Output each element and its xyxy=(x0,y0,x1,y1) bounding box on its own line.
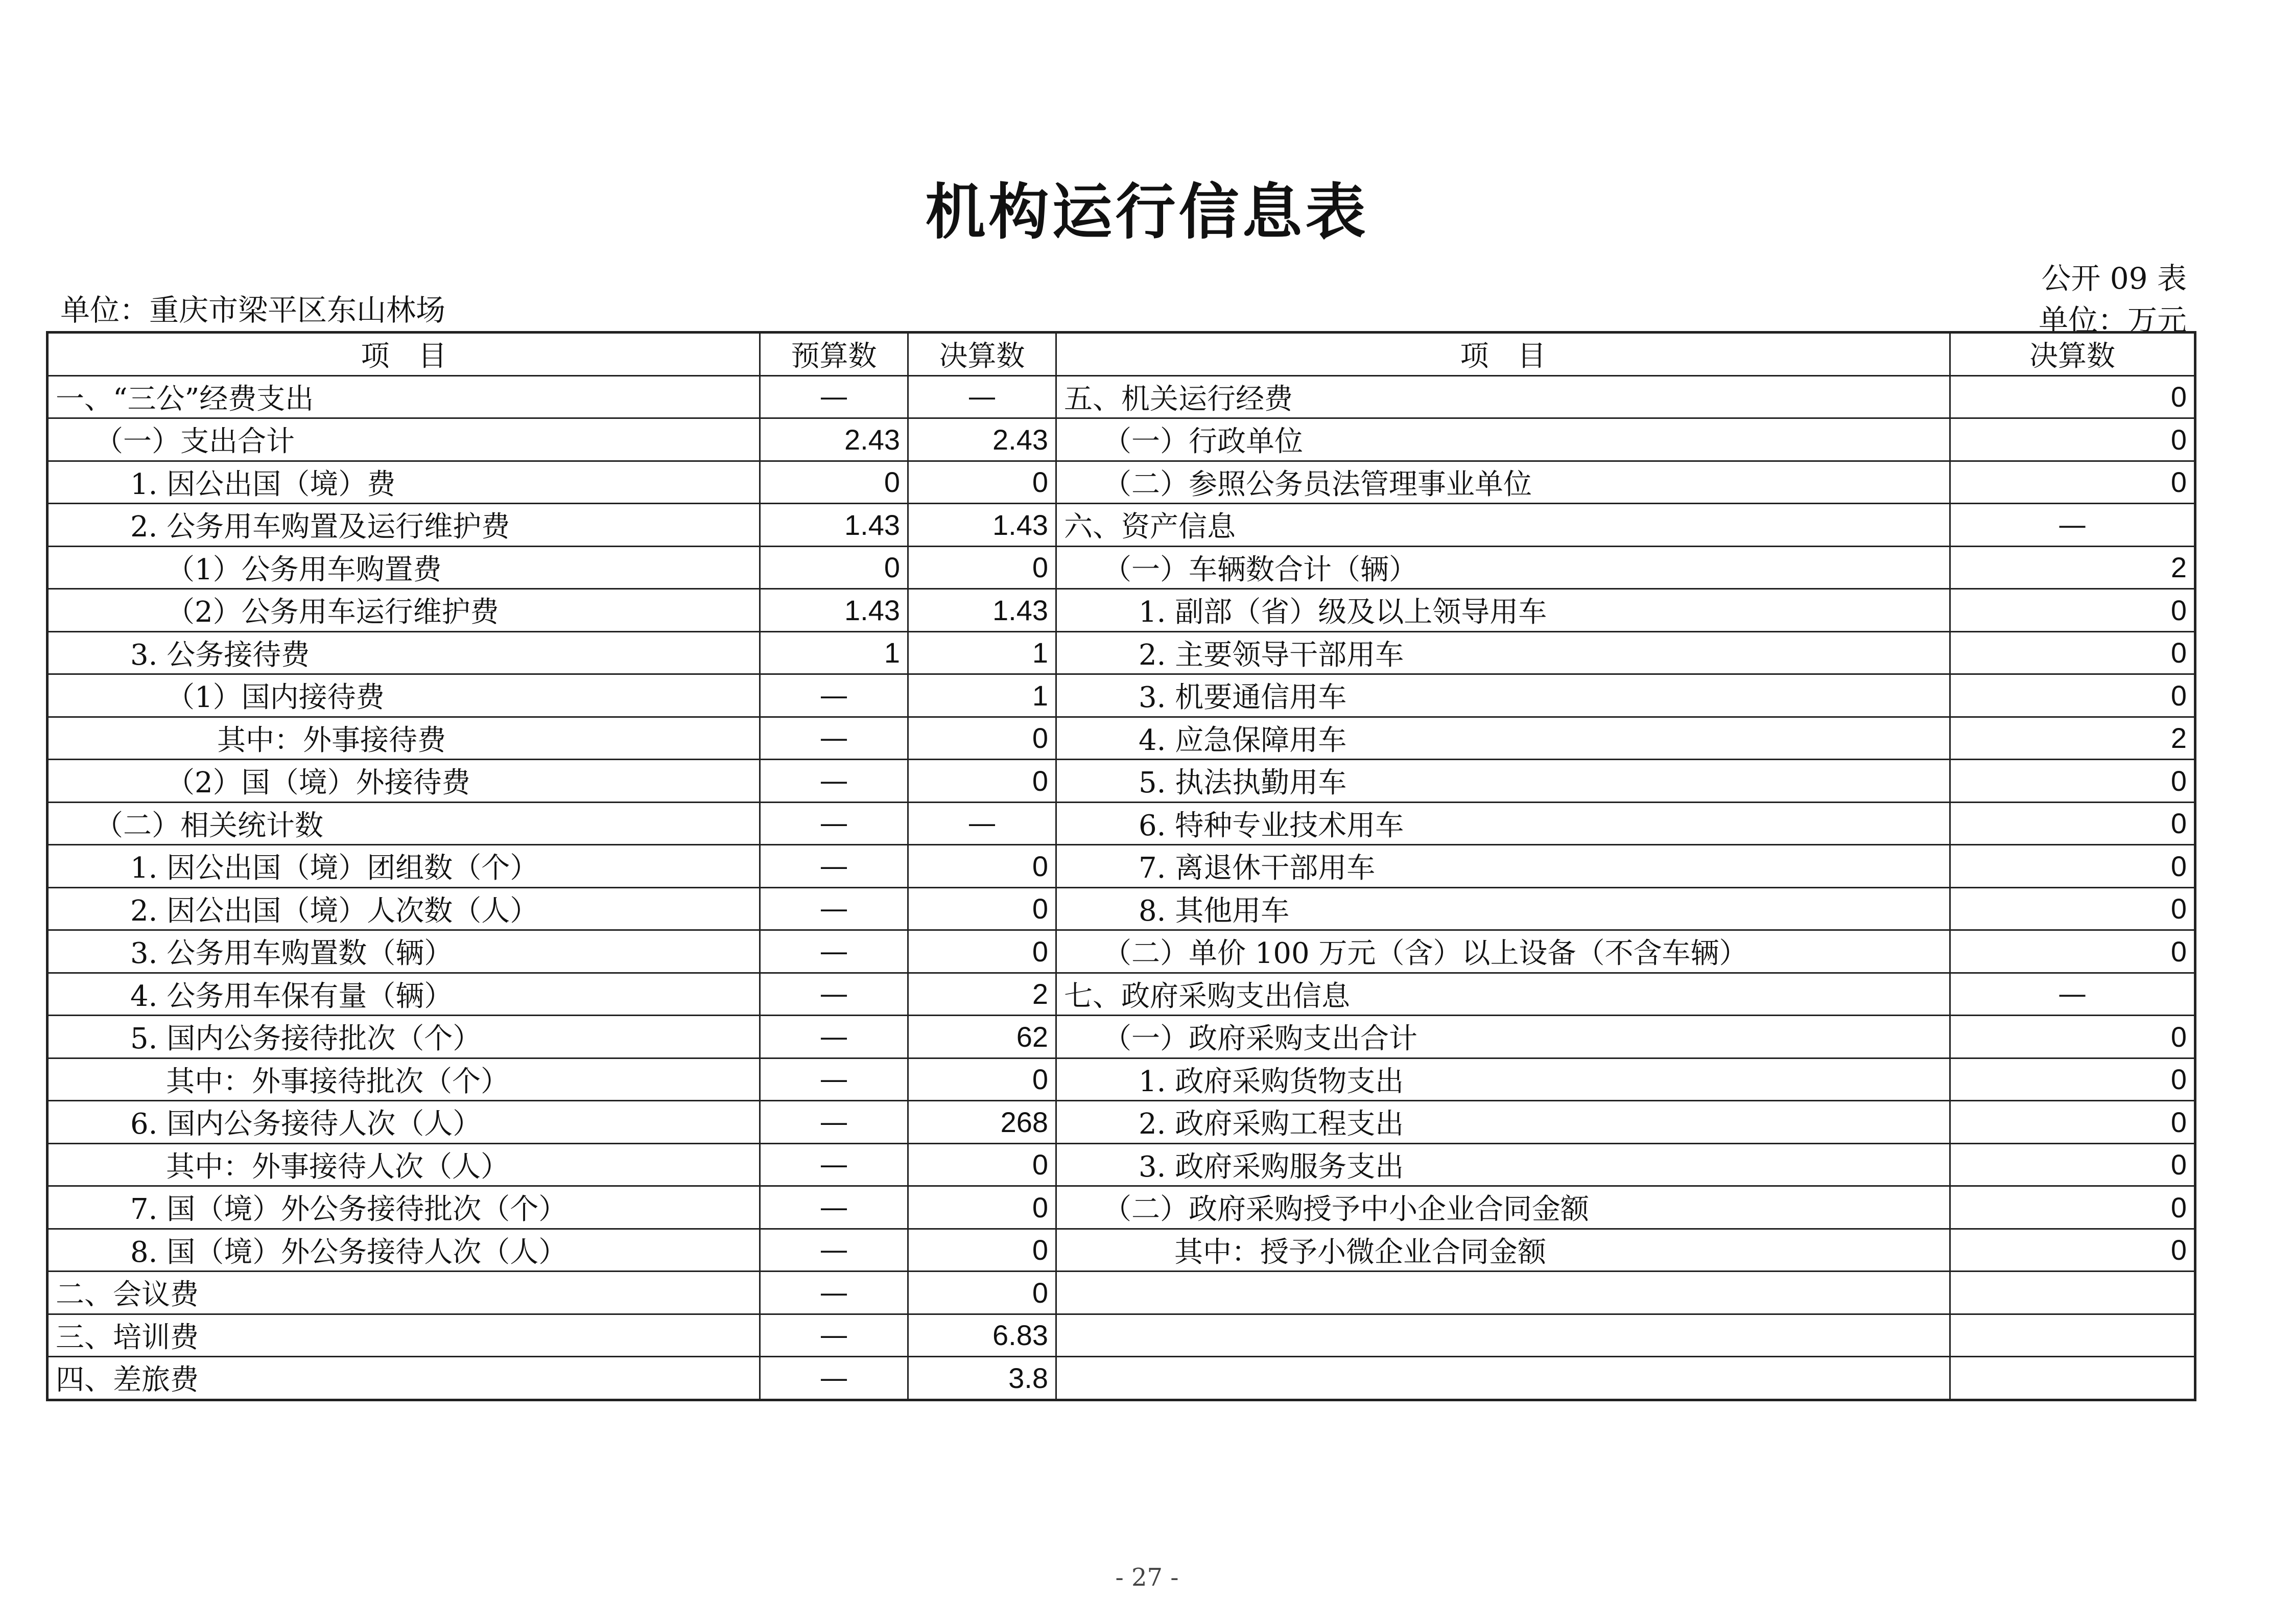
final-value-left: 0 xyxy=(908,1143,1056,1186)
final-value-left: 0 xyxy=(908,887,1056,930)
budget-value: — xyxy=(760,887,908,930)
final-value-right: 0 xyxy=(1950,631,2195,674)
final-value-right: 0 xyxy=(1950,760,2195,803)
final-value-left: — xyxy=(908,802,1056,845)
budget-value: — xyxy=(760,1058,908,1101)
reporting-unit: 单位：重庆市梁平区东山林场 xyxy=(60,293,446,327)
budget-value: — xyxy=(760,375,908,418)
left-item-label: 四、差旅费 xyxy=(48,1357,760,1400)
final-value-right: 0 xyxy=(1950,1229,2195,1272)
table-row xyxy=(48,1229,2195,1272)
right-item-label: 其中：授予小微企业合同金额 xyxy=(1056,1229,1950,1272)
budget-value: — xyxy=(760,802,908,845)
final-value-left: 1 xyxy=(908,631,1056,674)
header-budget: 预算数 xyxy=(760,333,908,376)
table-row xyxy=(48,845,2195,888)
final-value-right: 0 xyxy=(1950,674,2195,717)
final-value-left: 0 xyxy=(908,461,1056,504)
budget-value: — xyxy=(760,760,908,803)
left-item-label: （2）国（境）外接待费 xyxy=(48,760,760,803)
right-item-label: 4. 应急保障用车 xyxy=(1056,717,1950,760)
page-number: - 27 - xyxy=(1115,1563,1179,1592)
final-value-left: 1.43 xyxy=(908,504,1056,547)
left-item-label: 5. 国内公务接待批次（个） xyxy=(48,1016,760,1058)
final-value-right: 0 xyxy=(1950,1058,2195,1101)
right-item-label: （一）行政单位 xyxy=(1056,418,1950,461)
right-item-label: 1. 副部（省）级及以上领导用车 xyxy=(1056,589,1950,632)
final-value-left: 0 xyxy=(908,717,1056,760)
final-value-right: 0 xyxy=(1950,1186,2195,1229)
left-item-label: 一、“三公”经费支出 xyxy=(48,375,760,418)
right-item-label xyxy=(1056,1314,1950,1357)
right-item-label: （二）政府采购授予中小企业合同金额 xyxy=(1056,1186,1950,1229)
final-value-left: 3.8 xyxy=(908,1357,1056,1400)
table-row xyxy=(48,1058,2195,1101)
final-value-right: 0 xyxy=(1950,1016,2195,1058)
right-item-label: 7. 离退休干部用车 xyxy=(1056,845,1950,888)
final-value-right: 0 xyxy=(1950,1143,2195,1186)
budget-value: — xyxy=(760,1101,908,1144)
final-value-left: 2.43 xyxy=(908,418,1056,461)
final-value-right: 0 xyxy=(1950,887,2195,930)
final-value-right: 0 xyxy=(1950,802,2195,845)
final-value-left: 62 xyxy=(908,1016,1056,1058)
budget-value: 2.43 xyxy=(760,418,908,461)
right-item-label: 七、政府采购支出信息 xyxy=(1056,973,1950,1016)
left-item-label: 6. 国内公务接待人次（人） xyxy=(48,1101,760,1144)
table-row xyxy=(48,760,2195,803)
budget-value: — xyxy=(760,1143,908,1186)
right-item-label: 6. 特种专业技术用车 xyxy=(1056,802,1950,845)
budget-value: — xyxy=(760,1357,908,1400)
left-item-label: （二）相关统计数 xyxy=(48,802,760,845)
budget-value: 1 xyxy=(760,631,908,674)
left-item-label: 二、会议费 xyxy=(48,1272,760,1314)
final-value-right xyxy=(1950,1272,2195,1314)
budget-value: — xyxy=(760,1314,908,1357)
right-item-label: （二）参照公务员法管理事业单位 xyxy=(1056,461,1950,504)
table-row xyxy=(48,1272,2195,1314)
final-value-left: 0 xyxy=(908,760,1056,803)
table-row xyxy=(48,631,2195,674)
budget-value: 0 xyxy=(760,461,908,504)
final-value-right: 0 xyxy=(1950,1101,2195,1144)
table-row xyxy=(48,1314,2195,1357)
final-value-right: 0 xyxy=(1950,461,2195,504)
final-value-left: 0 xyxy=(908,1186,1056,1229)
budget-value: 1.43 xyxy=(760,589,908,632)
final-value-right: 2 xyxy=(1950,717,2195,760)
budget-value: — xyxy=(760,1272,908,1314)
final-value-right xyxy=(1950,1357,2195,1400)
final-value-left: 0 xyxy=(908,1058,1056,1101)
right-item-label: 六、资产信息 xyxy=(1056,504,1950,547)
table-row xyxy=(48,589,2195,632)
table-row xyxy=(48,887,2195,930)
final-value-left: 0 xyxy=(908,1272,1056,1314)
table-row xyxy=(48,504,2195,547)
budget-value: — xyxy=(760,674,908,717)
final-value-right: 0 xyxy=(1950,418,2195,461)
left-item-label: （1）国内接待费 xyxy=(48,674,760,717)
right-item-label: 2. 政府采购工程支出 xyxy=(1056,1101,1950,1144)
table-row xyxy=(48,1186,2195,1229)
header-final-right: 决算数 xyxy=(1950,333,2195,376)
final-value-left: 6.83 xyxy=(908,1314,1056,1357)
left-item-label: （1）公务用车购置费 xyxy=(48,546,760,589)
table-row xyxy=(48,717,2195,760)
final-value-right: 0 xyxy=(1950,589,2195,632)
final-value-right xyxy=(1950,1314,2195,1357)
header-item-left: 项 目 xyxy=(48,333,760,376)
left-item-label: 4. 公务用车保有量（辆） xyxy=(48,973,760,1016)
institution-operation-table xyxy=(46,331,2196,1401)
final-value-left: 0 xyxy=(908,546,1056,589)
final-value-left: — xyxy=(908,375,1056,418)
final-value-left: 0 xyxy=(908,1229,1056,1272)
header-row xyxy=(48,333,2195,376)
left-item-label: 3. 公务接待费 xyxy=(48,631,760,674)
table-row xyxy=(48,375,2195,418)
right-item-label: 五、机关运行经费 xyxy=(1056,375,1950,418)
final-value-right: — xyxy=(1950,504,2195,547)
final-value-right: 2 xyxy=(1950,546,2195,589)
right-item-label: 8. 其他用车 xyxy=(1056,887,1950,930)
table-row xyxy=(48,461,2195,504)
right-item-label: （二）单价 100 万元（含）以上设备（不含车辆） xyxy=(1056,930,1950,973)
final-value-left: 1.43 xyxy=(908,589,1056,632)
final-value-left: 268 xyxy=(908,1101,1056,1144)
left-item-label: 其中：外事接待人次（人） xyxy=(48,1143,760,1186)
form-number: 公开 09 表 xyxy=(2041,261,2187,296)
budget-value: 1.43 xyxy=(760,504,908,547)
left-item-label: 2. 公务用车购置及运行维护费 xyxy=(48,504,760,547)
budget-value: 0 xyxy=(760,546,908,589)
final-value-right: 0 xyxy=(1950,930,2195,973)
table-row xyxy=(48,1357,2195,1400)
budget-value: — xyxy=(760,1229,908,1272)
budget-value: — xyxy=(760,717,908,760)
left-item-label: （一）支出合计 xyxy=(48,418,760,461)
left-item-label: 2. 因公出国（境）人次数（人） xyxy=(48,887,760,930)
left-item-label: 其中：外事接待费 xyxy=(48,717,760,760)
right-item-label xyxy=(1056,1357,1950,1400)
budget-value: — xyxy=(760,845,908,888)
table-row xyxy=(48,418,2195,461)
final-value-right: — xyxy=(1950,973,2195,1016)
right-item-label: 1. 政府采购货物支出 xyxy=(1056,1058,1950,1101)
header-item-right: 项 目 xyxy=(1056,333,1950,376)
right-item-label: （一）政府采购支出合计 xyxy=(1056,1016,1950,1058)
right-item-label: 2. 主要领导干部用车 xyxy=(1056,631,1950,674)
currency-unit: 单位：万元 xyxy=(2038,303,2187,338)
right-item-label: 3. 机要通信用车 xyxy=(1056,674,1950,717)
final-value-left: 1 xyxy=(908,674,1056,717)
budget-value: — xyxy=(760,930,908,973)
final-value-right: 0 xyxy=(1950,375,2195,418)
table-row xyxy=(48,674,2195,717)
header-final-left: 决算数 xyxy=(908,333,1056,376)
left-item-label: 1. 因公出国（境）费 xyxy=(48,461,760,504)
table-row xyxy=(48,1143,2195,1186)
budget-value: — xyxy=(760,1016,908,1058)
budget-value: — xyxy=(760,973,908,1016)
final-value-left: 0 xyxy=(908,845,1056,888)
final-value-left: 0 xyxy=(908,930,1056,973)
table-row xyxy=(48,1016,2195,1058)
left-item-label: 三、培训费 xyxy=(48,1314,760,1357)
table-row xyxy=(48,1101,2195,1144)
table-row xyxy=(48,802,2195,845)
right-item-label: （一）车辆数合计（辆） xyxy=(1056,546,1950,589)
right-item-label: 5. 执法执勤用车 xyxy=(1056,760,1950,803)
left-item-label: 8. 国（境）外公务接待人次（人） xyxy=(48,1229,760,1272)
left-item-label: 7. 国（境）外公务接待批次（个） xyxy=(48,1186,760,1229)
left-item-label: （2）公务用车运行维护费 xyxy=(48,589,760,632)
table-row xyxy=(48,546,2195,589)
left-item-label: 其中：外事接待批次（个） xyxy=(48,1058,760,1101)
table-title: 机构运行信息表 xyxy=(925,177,1369,247)
budget-value: — xyxy=(760,1186,908,1229)
final-value-left: 2 xyxy=(908,973,1056,1016)
left-item-label: 3. 公务用车购置数（辆） xyxy=(48,930,760,973)
right-item-label: 3. 政府采购服务支出 xyxy=(1056,1143,1950,1186)
table-row xyxy=(48,930,2195,973)
table-row xyxy=(48,973,2195,1016)
final-value-right: 0 xyxy=(1950,845,2195,888)
right-item-label xyxy=(1056,1272,1950,1314)
left-item-label: 1. 因公出国（境）团组数（个） xyxy=(48,845,760,888)
